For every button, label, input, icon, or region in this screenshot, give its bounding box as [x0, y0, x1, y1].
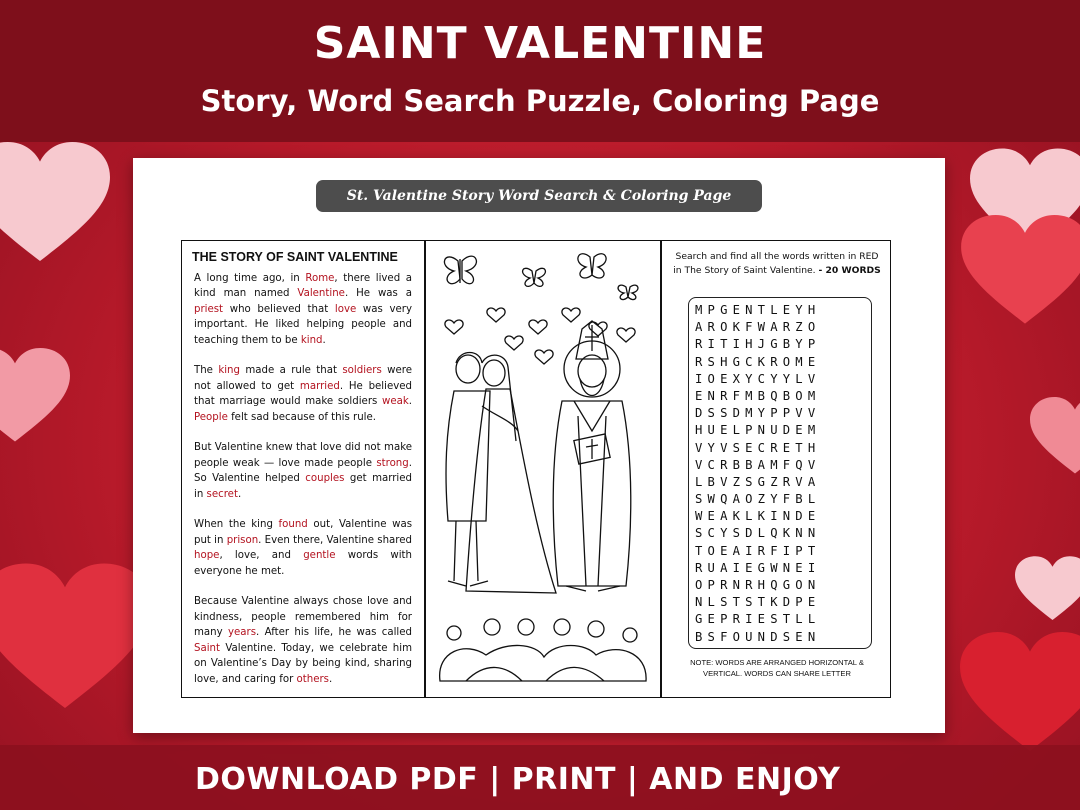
grid-row: SWQAOZYFBL [695, 492, 821, 507]
butterfly-icon [618, 285, 638, 299]
story-paragraph [194, 363, 412, 425]
story-keyword: prison [226, 534, 259, 546]
story-text-segment: When the king [194, 519, 279, 531]
story-text-segment: , love, and [219, 550, 304, 562]
grid-row: VYVSECRETH [695, 440, 821, 455]
story-keyword: married [299, 380, 340, 392]
story-keyword: gentle [303, 550, 336, 562]
story-text-segment: . He was a [344, 288, 412, 300]
coloring-panel [425, 240, 661, 698]
story-paragraph [194, 271, 412, 348]
story-keyword: Saint [194, 642, 220, 654]
grid-row: MPGENTLEYH [695, 303, 821, 317]
story-text-segment: . [328, 673, 333, 685]
story-text-segment: out, Valentine was put in [194, 519, 412, 546]
product-subtitle: Story, Word Search Puzzle, Coloring Page [200, 84, 880, 118]
story-text-segment: A long time ago, in [194, 273, 306, 284]
story-keyword: People [194, 411, 228, 423]
butterfly-icon [523, 268, 546, 286]
story-keyword: kind [300, 334, 323, 346]
story-keyword: strong [376, 457, 409, 469]
grid-row: NLSTSTKDPE [695, 595, 821, 610]
story-text-segment: who believed that [223, 303, 335, 315]
story-text-segment: Because Valentine always chose love and kindness, people remembered him for many [194, 596, 412, 639]
grid-row: VCRBBAMFQV [695, 457, 821, 472]
couple-figure [446, 353, 556, 594]
grid-row: HUELPNUDEM [695, 423, 821, 438]
grid-row: DSSDMYPPVV [695, 406, 821, 421]
grid-row: RSHGCKROME [695, 354, 821, 369]
grid-row: RITIHJGBYP [695, 337, 821, 352]
saint-valentine-figure [553, 321, 631, 591]
story-text-segment: . After his life, he was called [256, 627, 412, 639]
story-keyword: king [218, 365, 240, 377]
story-text-segment: made a rule that [239, 365, 343, 377]
word-count: - 20 WORDS [818, 265, 881, 276]
grid-row: SCYSDLQKNN [695, 526, 821, 541]
flower-bush-icon [440, 619, 646, 681]
story-text-segment: . [322, 334, 326, 346]
story-keyword: couples [305, 473, 345, 485]
worksheet-preview [133, 158, 945, 733]
butterfly-icon [578, 254, 606, 278]
story-keyword: priest [194, 303, 224, 315]
story-text-segment: felt sad because of this rule. [227, 411, 376, 423]
story-text-segment: But Valentine knew that love did not make people weak — love made people [194, 442, 412, 469]
story-keyword: love [334, 303, 357, 315]
coloring-illustration [426, 241, 659, 696]
grid-row: ENRFMBQBOM [695, 388, 821, 403]
story-text-segment: words with everyone he met. [194, 550, 412, 577]
grid-row: TOEAIRFIPT [695, 543, 821, 558]
heart-decoration-right-lower [1015, 555, 1080, 625]
grid-row: IOEXYCYYLV [695, 371, 821, 386]
grid-row: RUAIEGWNEI [695, 560, 821, 575]
story-keyword: hope [194, 550, 220, 562]
grid-row: BSFOUNDSEN [695, 629, 821, 644]
story-text-segment: were not allowed to get [194, 365, 412, 392]
story-keyword: weak [382, 396, 409, 408]
word-search-note: NOTE: WORDS ARE ARRANGED HORIZONTAL & VERTICAL. WORDS CAN SHARE LETTER [690, 658, 864, 678]
story-keyword: soldiers [342, 365, 382, 377]
story-text-segment: . He believed that marriage would make soldiers [194, 380, 412, 408]
story-text-segment: The [194, 365, 219, 377]
story-keyword: years [228, 627, 257, 639]
word-search-instructions [672, 250, 882, 278]
heart-decoration-right-upper [960, 215, 1080, 330]
heart-decoration-right-bottom [960, 630, 1080, 760]
story-keyword: Valentine [297, 288, 345, 300]
story-keyword: secret [206, 488, 238, 500]
story-paragraph [194, 440, 412, 502]
word-search-panel [661, 240, 891, 698]
story-text-segment: , there lived a kind man named [194, 273, 412, 300]
story-text-segment: get married in [194, 473, 412, 500]
top-banner [0, 0, 1080, 142]
grid-row: WEAKLKINDE [695, 509, 821, 524]
story-text-segment: . [237, 488, 242, 500]
story-title: THE STORY OF SAINT VALENTINE [192, 250, 398, 264]
story-text-segment: . [408, 396, 412, 408]
story-keyword: Rome [305, 273, 335, 284]
story-paragraph [194, 517, 412, 579]
story-text-segment: was very important. He liked helping people and teaching them to be [194, 303, 413, 346]
story-text [194, 271, 412, 702]
butterfly-icon [444, 256, 476, 284]
grid-row: AROKFWARZO [695, 320, 821, 335]
heart-decoration-left-mid [0, 345, 70, 450]
story-keyword: found [278, 519, 308, 531]
heart-decoration-right-mid [1030, 395, 1080, 480]
product-title: SAINT VALENTINE [313, 18, 767, 69]
letter-grid [695, 302, 820, 646]
heart-decoration-left-bottom [0, 560, 150, 720]
story-text-segment: . Even there, Valentine shared [258, 534, 412, 546]
call-to-action: DOWNLOAD PDF | PRINT | AND ENJOY [195, 762, 841, 797]
story-keyword: others [296, 673, 329, 685]
story-text-segment: . So Valentine helped [194, 457, 412, 485]
word-search-grid [688, 297, 872, 649]
grid-row: OPRNRHQGON [695, 578, 821, 592]
heart-icon [445, 308, 635, 364]
story-text-segment: Valentine. Today, we celebrate him on Valentine’s Day by being kind, sharing love, and caring for [194, 642, 412, 685]
story-paragraph [194, 594, 412, 686]
heart-decoration-left-top [0, 140, 110, 270]
grid-row: GEPRIESTLL [695, 612, 821, 627]
instructions-text: Search and find all the words written in RED in The Story of Saint Valentine. [673, 251, 879, 276]
grid-row: LBVZSGZRVA [695, 474, 821, 489]
story-panel [181, 240, 425, 698]
worksheet-header: St. Valentine Story Word Search & Coloring Page [316, 180, 762, 212]
